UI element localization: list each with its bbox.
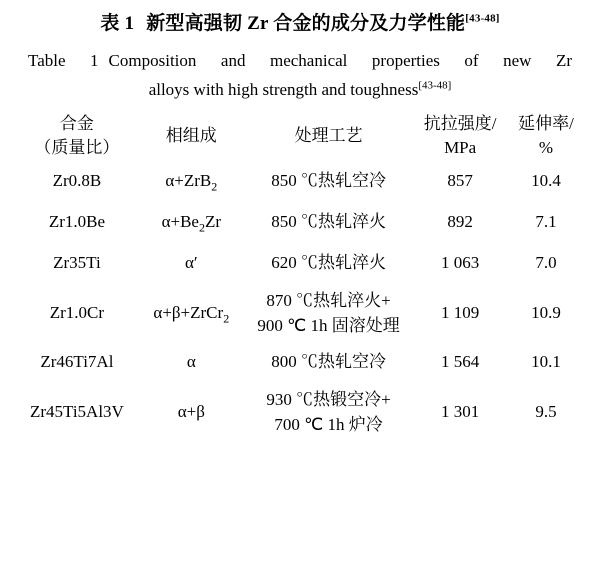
cell-alloy: Zr35Ti <box>53 253 101 273</box>
cell-process-line1: 870 ℃热轧淬火+ <box>266 290 391 310</box>
caption-english-label: Table 1 <box>28 50 99 70</box>
column-header-elongation-line1: 延伸率/ <box>518 113 574 133</box>
cell-phase <box>140 161 243 202</box>
cell-alloy: Zr1.0Cr <box>49 302 105 322</box>
cell-phase-subscript: 2 <box>198 220 205 235</box>
cell-process-line2: 900 ℃ 1h 固溶处理 <box>257 316 400 336</box>
caption-chinese-label: 表 1 <box>100 13 135 34</box>
cell-strength: 1 564 <box>441 352 480 372</box>
column-header-process <box>243 112 415 161</box>
cell-alloy: Zr45Ti5Al3V <box>29 401 124 421</box>
cell-strength: 892 <box>447 212 473 232</box>
properties-table <box>14 112 586 441</box>
cell-alloy: Zr1.0Be <box>48 212 105 232</box>
table-row <box>14 243 586 284</box>
caption-english <box>28 47 572 104</box>
caption-chinese-text: 新型高强韧 Zr 合金的成分及力学性能 <box>146 13 466 34</box>
cell-phase-text: α+β <box>177 401 205 421</box>
cell-process <box>243 284 415 342</box>
table-row <box>14 161 586 202</box>
cell-elongation: 7.0 <box>535 253 557 273</box>
table-row <box>14 342 586 383</box>
column-header-phase-line1: 相组成 <box>165 126 217 146</box>
column-header-strength <box>414 112 506 161</box>
cell-elongation: 10.1 <box>531 352 561 372</box>
column-header-alloy-line2: （质量比） <box>34 138 120 158</box>
column-header-alloy-line1: 合金 <box>59 113 94 133</box>
cell-elongation: 7.1 <box>535 212 557 232</box>
caption-english-line1: Composition and mechanical properties of new Zr <box>108 50 573 70</box>
caption-chinese-reference: [43-48] <box>465 12 500 25</box>
cell-strength: 1 109 <box>441 302 480 322</box>
column-header-alloy <box>14 112 140 161</box>
table-header <box>14 112 586 161</box>
caption-chinese <box>14 12 586 37</box>
cell-phase-subscript: 2 <box>211 179 218 194</box>
caption-english-line2: alloys with high strength and toughness <box>148 80 419 100</box>
cell-alloy: Zr0.8B <box>52 171 102 191</box>
table-row <box>14 202 586 243</box>
cell-phase-text: α <box>186 352 196 372</box>
cell-alloy: Zr46Ti7Al <box>40 352 114 372</box>
cell-process-line2: 700 ℃ 1h 炉冷 <box>274 415 383 435</box>
column-header-process-line1: 处理工艺 <box>294 126 363 146</box>
cell-strength: 857 <box>447 171 473 191</box>
cell-elongation: 10.4 <box>531 171 561 191</box>
column-header-elongation-line2: % <box>538 138 554 158</box>
cell-process-line1: 930 ℃热锻空冷+ <box>266 389 391 409</box>
cell-elongation: 9.5 <box>535 401 557 421</box>
column-header-strength-line1: 抗拉强度/ <box>423 113 497 133</box>
cell-phase <box>140 202 243 243</box>
cell-strength: 1 063 <box>441 253 480 273</box>
cell-phase <box>140 383 243 441</box>
table-row <box>14 284 586 342</box>
cell-process: 800 ℃热轧空冷 <box>271 352 386 372</box>
cell-process: 850 ℃热轧淬火 <box>271 212 386 232</box>
column-header-elongation <box>506 112 586 161</box>
cell-phase-subscript: 2 <box>223 310 230 325</box>
cell-process: 850 ℃热轧空冷 <box>271 171 386 191</box>
column-header-strength-line2: MPa <box>444 138 477 158</box>
cell-phase <box>140 342 243 383</box>
cell-phase-text: α+Be <box>161 212 199 232</box>
cell-phase-text: α+ZrB <box>165 171 212 191</box>
cell-phase <box>140 284 243 342</box>
table-header-row <box>14 112 586 161</box>
column-header-phase <box>140 112 243 161</box>
cell-process: 620 ℃热轧淬火 <box>271 253 386 273</box>
cell-elongation: 10.9 <box>531 302 561 322</box>
cell-strength: 1 301 <box>441 401 480 421</box>
cell-phase-text: α+β+ZrCr <box>153 302 224 322</box>
cell-process <box>243 383 415 441</box>
cell-phase-text: α′ <box>184 253 198 273</box>
table-row <box>14 383 586 441</box>
cell-phase-suffix: Zr <box>204 212 222 232</box>
cell-phase <box>140 243 243 284</box>
caption-english-reference: [43-48] <box>418 79 452 92</box>
table-body <box>14 161 586 441</box>
